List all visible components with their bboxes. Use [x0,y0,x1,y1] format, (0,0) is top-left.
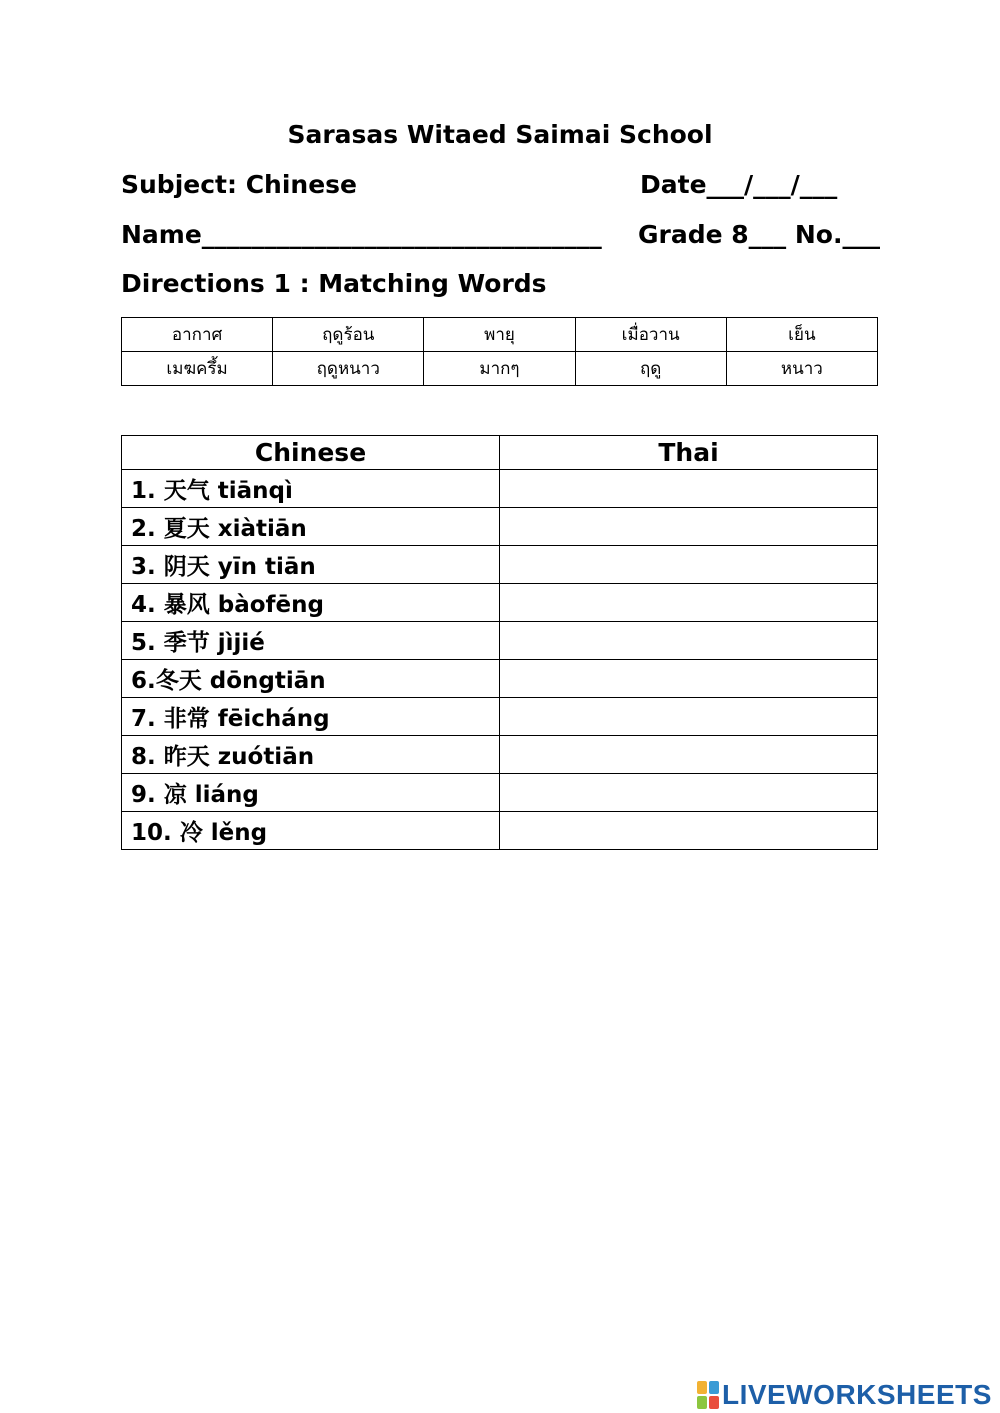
chinese-word-cell: 3. 阴天 yīn tiān [122,546,500,584]
thai-answer-cell[interactable] [500,660,878,698]
thai-answer-cell[interactable] [500,584,878,622]
liveworksheets-logo [697,1378,992,1412]
chinese-word-cell: 2. 夏天 xiàtiān [122,508,500,546]
column-header-thai: Thai [500,436,878,470]
chinese-word-cell: 10. 冷 lěng [122,812,500,850]
name-field: Name________________________________ [121,220,602,249]
chinese-word-cell: 9. 凉 liáng [122,774,500,812]
thai-answer-cell[interactable] [500,774,878,812]
chinese-word-cell: 4. 暴风 bàofēng [122,584,500,622]
chinese-word-cell: 8. 昨天 zuótiān [122,736,500,774]
table-row [122,736,878,774]
table-row [122,508,878,546]
table-row [122,774,878,812]
word-bank-cell: ฤดูร้อน [273,318,424,352]
word-bank-cell: พายุ [424,318,575,352]
word-bank-table [121,317,878,386]
thai-answer-cell[interactable] [500,546,878,584]
matching-table-header [122,436,878,470]
word-bank-cell: เมื่อวาน [575,318,726,352]
word-bank-cell: เมฆครึ้ม [122,352,273,386]
liveworksheets-logo-icon [697,1381,719,1409]
word-bank-cell: ฤดู [575,352,726,386]
thai-answer-cell[interactable] [500,470,878,508]
table-row [122,584,878,622]
chinese-word-cell: 5. 季节 jìjié [122,622,500,660]
school-title: Sarasas Witaed Saimai School [287,120,713,149]
table-row [122,470,878,508]
word-bank-cell: หนาว [726,352,877,386]
word-bank-row [122,318,878,352]
chinese-word-cell: 6.冬天 dōngtiān [122,660,500,698]
table-row [122,546,878,584]
thai-answer-cell[interactable] [500,736,878,774]
thai-answer-cell[interactable] [500,698,878,736]
word-bank-cell: อากาศ [122,318,273,352]
date-field: Date___/___/___ [640,170,838,199]
word-bank-cell: ฤดูหนาว [273,352,424,386]
table-row [122,812,878,850]
thai-answer-cell[interactable] [500,812,878,850]
word-bank-row [122,352,878,386]
table-row [122,660,878,698]
word-bank-cell: เย็น [726,318,877,352]
chinese-word-cell: 1. 天气 tiānqì [122,470,500,508]
matching-table [121,435,878,850]
directions-heading: Directions 1 : Matching Words [121,269,547,298]
logo-text: LIVEWORKSHEETS [722,1379,992,1410]
subject-label: Subject: Chinese [121,170,357,199]
word-bank-cell: มากๆ [424,352,575,386]
column-header-chinese: Chinese [122,436,500,470]
grade-number-field: Grade 8___ No.___ [638,220,880,249]
thai-answer-cell[interactable] [500,508,878,546]
chinese-word-cell: 7. 非常 fēicháng [122,698,500,736]
thai-answer-cell[interactable] [500,622,878,660]
table-row [122,698,878,736]
table-row [122,622,878,660]
